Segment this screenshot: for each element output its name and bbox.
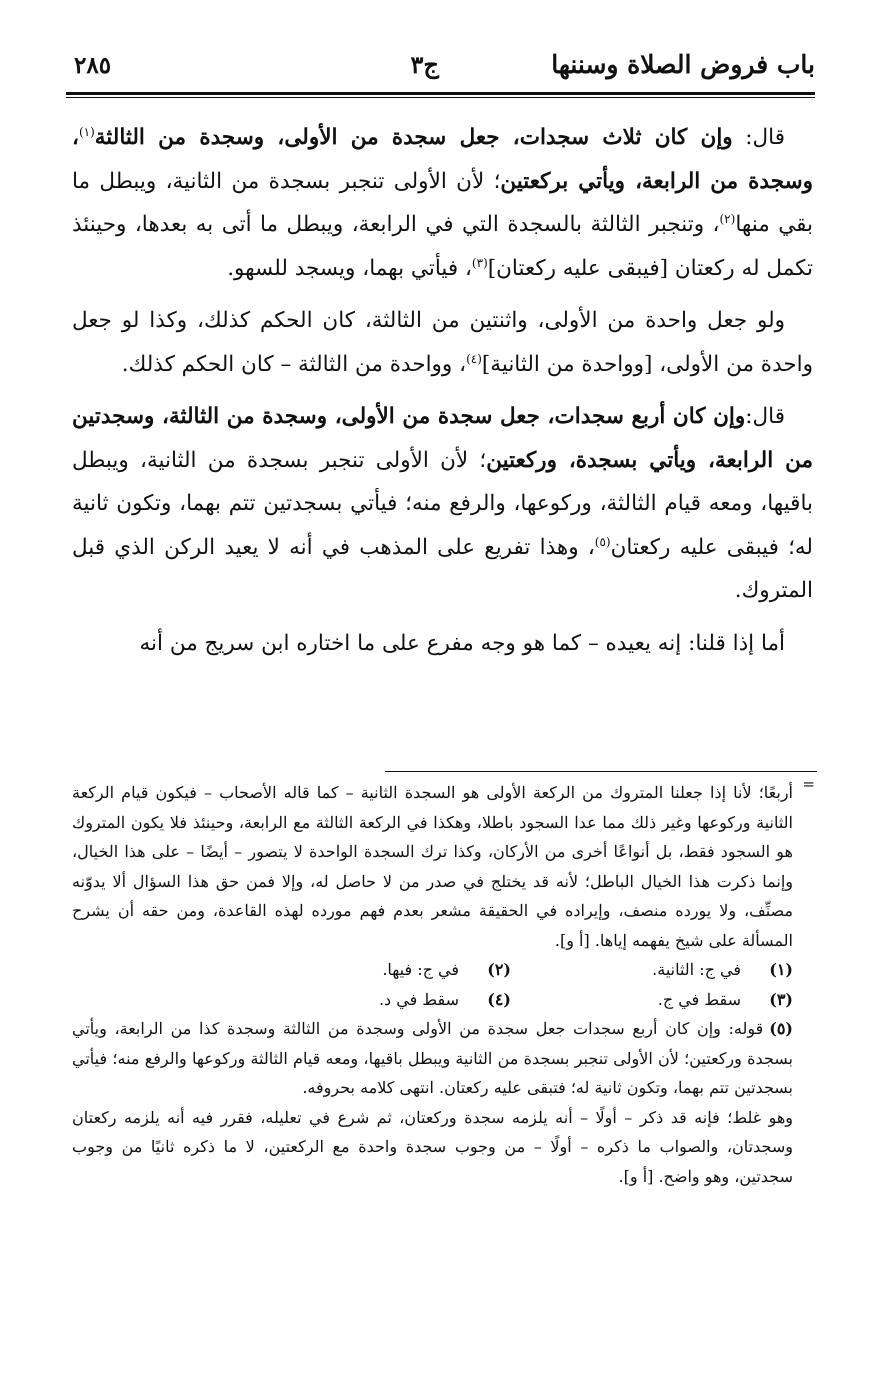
p1-text-2: ، وتنجبر الثالثة بالسجدة التي في الرابعة، ويبطل ما أتى به بعدها، وحينئذ تكمل له ركعتان [فيبقى عليه ركعتان] <box>72 212 813 281</box>
footnote-3-number: (٣) <box>769 989 793 1009</box>
short-footnotes <box>72 955 793 1014</box>
footnote-continuation: أربعًا؛ لأنا إذا جعلنا المتروك من الركعة الأولى هو السجدة الثانية – كما قاله الأصحاب – فيكون قيام الركعة الثانية وركوعها وغير ذلك مما عدا السجود باطلا، وهكذا في الركعة الثالثة مع الرابعة، وحينئذ فلا يكون المتروك هو السجود فقط، بل أنواعًا أخرى من الأركان، وكذا ترك السجدة الواحدة لا يتصور – أيضًا – على هذا الخيال، وإنما ذكرت هذا الخيال الباطل؛ لأنه قد يختلج في صدر من لا حاصل له، وإلا فمن حق هذا السؤال ألا يدوّنه مصنِّف، ولا يورده منصف، وإيراده في الحقيقة مشعر بعدم فهم مورده لهذه القاعدة، ومن حقه أن يشرح المسألة على شيخ يفهمه إياها. [أ و]. <box>72 783 794 950</box>
footnote-1-number: (١) <box>769 960 793 979</box>
footnotes <box>72 778 793 1191</box>
paragraph-2 <box>72 299 813 386</box>
footnote-2-number: (٢) <box>487 960 511 979</box>
footnote-1-text: في ج: الثانية. <box>652 960 741 979</box>
page-header <box>66 44 815 90</box>
footnote-separator <box>385 771 817 772</box>
footnote-continuation-mark: = <box>802 775 815 793</box>
footnote-ref-2[interactable]: (٢) <box>719 211 736 226</box>
footnote-row-2 <box>72 985 793 1015</box>
volume-label: ج٣ <box>410 50 439 79</box>
p2-text-2: ، وواحدة من الثالثة – كان الحكم كذلك. <box>121 351 467 377</box>
paragraph-3 <box>72 395 813 613</box>
footnote-row-1 <box>72 955 793 985</box>
footnote-5-number: (٥) <box>769 1019 793 1038</box>
footnote-5-continuation: وهو غلط؛ فإنه قد ذكر – أولًا – أنه يلزمه سجدة وركعتان، ثم شرع في تعليله، فقرر فيه أنه يلزمه ركعتان وسجدتان، والصواب ما ذكره – أولًا – من وجوب سجدة واحدة مع الركعتين، لا ما ذكره ثانيًا من وجوب سجدتين، وهو واضح. [أ و]. <box>72 1107 794 1186</box>
paragraph-4 <box>72 622 813 666</box>
p4-text: أما إذا قلنا: إنه يعيده – كما هو وجه مفرع على ما اختاره ابن سريج من أنه <box>139 630 785 656</box>
header-rule-thin <box>66 97 815 98</box>
footnote-ref-1[interactable]: (١) <box>78 124 95 139</box>
p1-intro: قال: <box>732 125 785 150</box>
header-rule-thick <box>66 92 815 95</box>
footnote-5-text: قوله: وإن كان أربع سجدات جعل سجدة من الأولى وسجدة من الثالثة وسجدة كذا من الرابعة، ويأتي بسجدة وركعتين؛ لأن الأولى تنجبر بسجدة من الثانية ويبطل باقيها، ومعه قيام الثالثة وركوعها والرفع منه؛ فيأتي بسجدتين تتم بهما، وتكون ثانية له؛ فتبقى عليه ركعتان. انتهى كلامه بحروفه. <box>72 1019 793 1097</box>
p1-sep-1: ، <box>72 125 79 150</box>
footnote-5 <box>72 1014 793 1103</box>
p1-text-3: ، فيأتي بهما، ويسجد للسهو. <box>227 255 472 281</box>
footnote-4-number: (٤) <box>487 989 511 1009</box>
p1-bold-2: وسجدة من الرابعة، ويأتي بركعتين <box>500 168 813 194</box>
p3-bold-1: وإن كان أربع سجدات، جعل سجدة من الأولى، وسجدة من الثالثة، وسجدتين من الرابعة، ويأتي بسجدة، وركعتين <box>72 404 814 473</box>
footnote-2-text: في ج: فيها. <box>382 960 459 979</box>
footnote-ref-5[interactable]: (٥) <box>594 534 611 549</box>
p3-intro: قال: <box>745 404 785 429</box>
p1-text-1: ؛ لأن الأولى تنجبر بسجدة من الثانية، ويبطل ما بقي منها <box>72 168 813 237</box>
footnote-ref-4[interactable]: (٤) <box>466 351 482 366</box>
footnote-3-text: سقط في ج. <box>657 989 741 1009</box>
footnote-4-text: سقط في د. <box>378 989 459 1009</box>
page-number: ٢٨٥ <box>74 52 112 79</box>
p2-text-1: ولو جعل واحدة من الأولى، واثنتين من الثالثة، كان الحكم كذلك، وكذا لو جعل واحدة من الأولى، [وواحدة من الثانية] <box>72 308 813 377</box>
p3-text-1: ؛ لأن الأولى تنجبر بسجدة من الثانية، ويبطل باقيها، ومعه قيام الثالثة، وركوعها، والرفع منه؛ فيأتي بسجدتين تتم بهما، وتكون ثانية له؛ فيبقى عليه ركعتان <box>72 447 813 560</box>
main-text <box>72 116 813 674</box>
chapter-title: باب فروض الصلاة وسننها <box>551 50 815 79</box>
paragraph-1 <box>72 116 813 290</box>
p1-bold-1: وإن كان ثلاث سجدات، جعل سجدة من الأولى، وسجدة من الثالثة <box>94 125 733 150</box>
p3-text-2: ، وهذا تفريع على المذهب في أنه لا يعيد الركن الذي قبل المتروك. <box>72 534 813 603</box>
footnote-ref-3[interactable]: (٣) <box>471 255 488 270</box>
